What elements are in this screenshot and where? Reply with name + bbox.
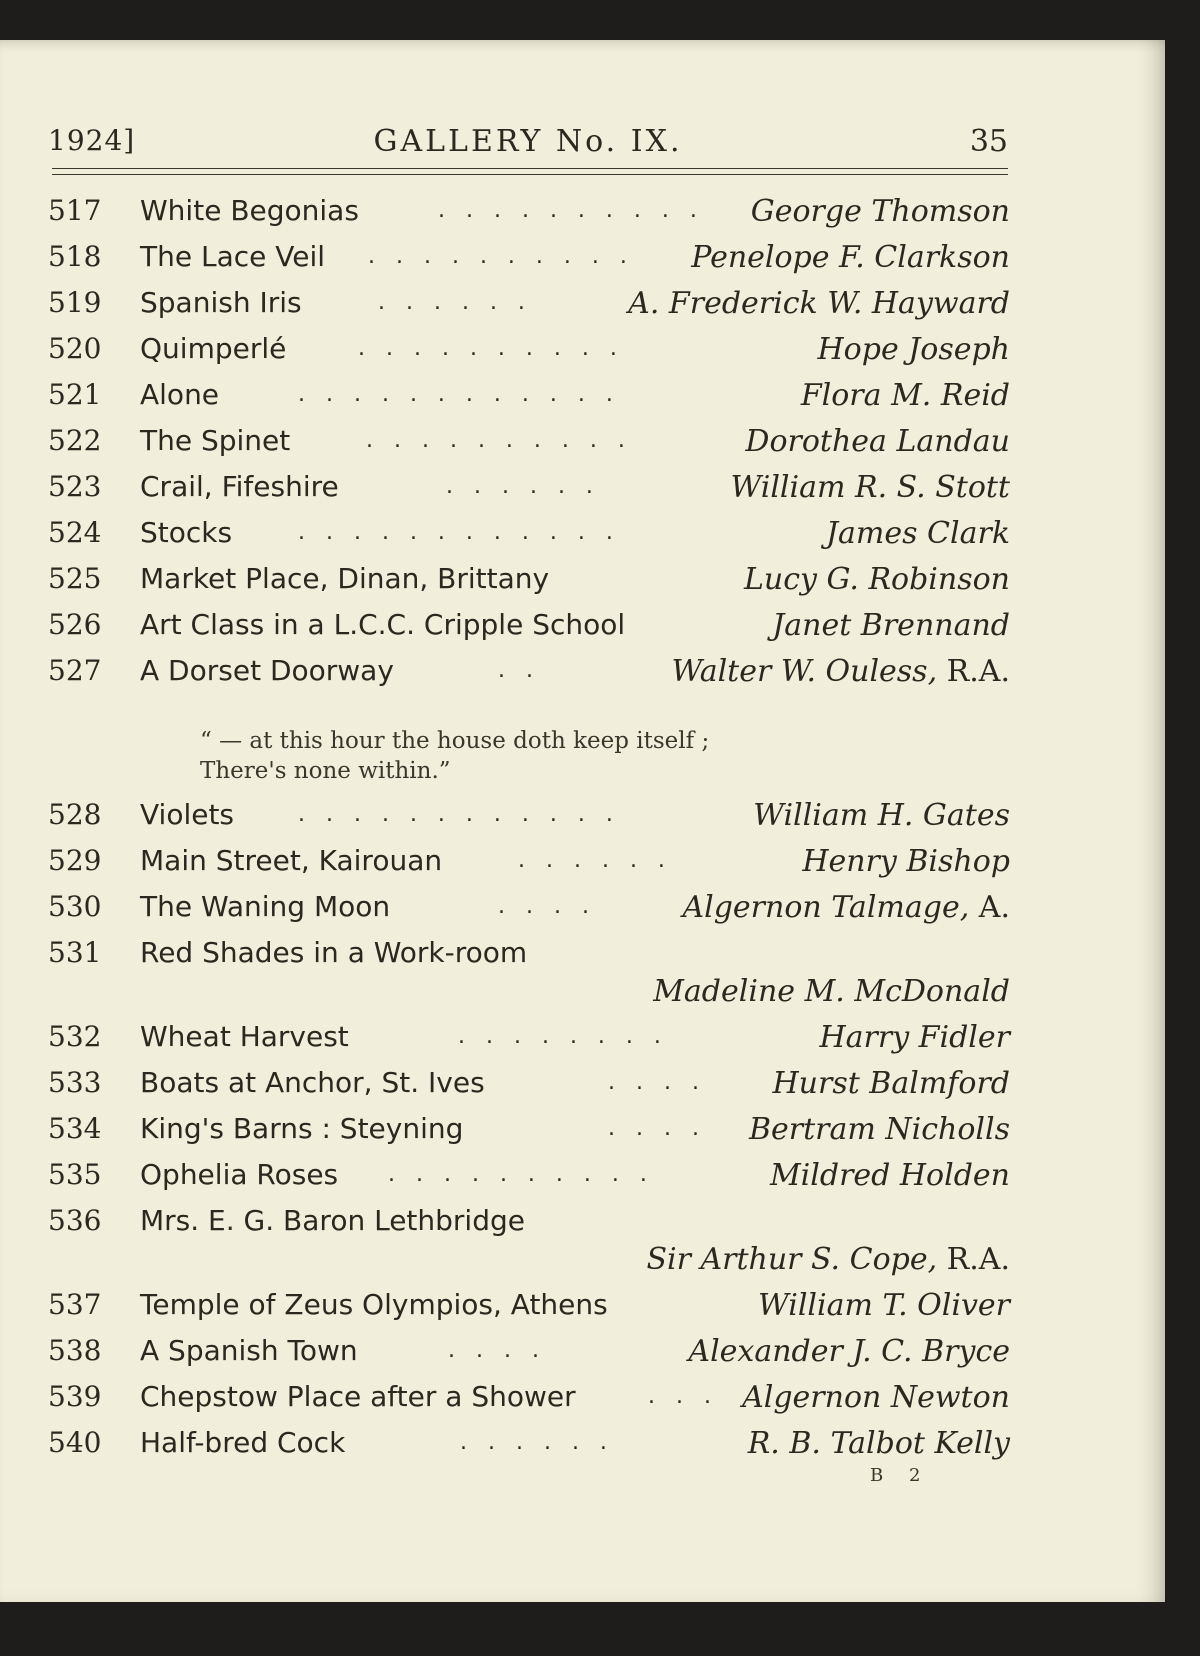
entry-number: 518 <box>48 240 102 273</box>
entry-title: Art Class in a L.C.C. Cripple School <box>140 608 626 641</box>
entry-number: 528 <box>48 798 102 831</box>
entry-number: 535 <box>48 1158 102 1191</box>
catalogue-entry-continued <box>48 1242 1010 1286</box>
catalogue-entries <box>0 40 1165 1602</box>
catalogue-entry <box>48 332 1010 376</box>
catalogue-entry <box>48 1112 1010 1156</box>
entry-number: 537 <box>48 1288 102 1321</box>
catalogue-entry <box>48 1380 1010 1424</box>
entry-artist: Hurst Balmford <box>772 1066 1010 1101</box>
entry-title: Half-bred Cock <box>140 1426 346 1459</box>
entry-number: 530 <box>48 890 102 923</box>
catalogue-entry <box>48 194 1010 238</box>
entry-artist: Sir Arthur S. Cope, R.A. <box>646 1242 1010 1277</box>
signature-mark: B 2 <box>870 1465 931 1486</box>
catalogue-entry-continued <box>48 974 1010 1018</box>
entry-number: 527 <box>48 654 102 687</box>
entry-artist: Madeline M. McDonald <box>653 974 1010 1009</box>
entry-artist: William R. S. Stott <box>730 470 1010 505</box>
entry-number: 521 <box>48 378 102 411</box>
leader-dots: . . . . <box>608 1070 706 1095</box>
entry-title: Quimperlé <box>140 332 287 365</box>
catalogue-entry <box>48 654 1010 698</box>
entry-title: Mrs. E. G. Baron Lethbridge <box>140 1204 525 1237</box>
catalogue-entry <box>48 562 1010 606</box>
quote-line: “ — at this hour the house doth keep itself ; <box>200 728 710 754</box>
entry-artist: Bertram Nicholls <box>748 1112 1010 1147</box>
entry-artist: Dorothea Landau <box>745 424 1010 459</box>
leader-dots: . . . . . . . . . . <box>388 1162 654 1187</box>
entry-artist: William H. Gates <box>753 798 1010 833</box>
entry-title: A Dorset Doorway <box>140 654 394 687</box>
entry-artist: Alexander J. C. Bryce <box>688 1334 1010 1369</box>
entry-artist: Henry Bishop <box>802 844 1010 879</box>
entry-title: Wheat Harvest <box>140 1020 349 1053</box>
entry-artist: William T. Oliver <box>757 1288 1010 1323</box>
entry-artist: A. Frederick W. Hayward <box>628 286 1010 321</box>
leader-dots: . . . . . . . . . . . . <box>298 520 620 545</box>
entry-number: 526 <box>48 608 102 641</box>
catalogue-entry <box>48 470 1010 514</box>
leader-dots: . . . . <box>498 894 596 919</box>
entry-title: Market Place, Dinan, Brittany <box>140 562 550 595</box>
catalogue-entry <box>48 240 1010 284</box>
leader-dots: . . . . . . <box>460 1430 614 1455</box>
entry-number: 532 <box>48 1020 102 1053</box>
entry-number: 538 <box>48 1334 102 1367</box>
entry-title: King's Barns : Steyning <box>140 1112 464 1145</box>
entry-title: The Lace Veil <box>140 240 326 273</box>
catalogue-entry <box>48 516 1010 560</box>
entry-artist: Janet Brennand <box>772 608 1010 643</box>
entry-artist: Penelope F. Clarkson <box>691 240 1010 275</box>
catalogue-entry <box>48 424 1010 468</box>
page-title: GALLERY No. IX. <box>373 124 683 159</box>
entry-number: 522 <box>48 424 102 457</box>
entry-artist: James Clark <box>826 516 1010 551</box>
catalogue-entry <box>48 1158 1010 1202</box>
entry-artist: R. B. Talbot Kelly <box>747 1426 1010 1461</box>
leader-dots: . . . . . . <box>446 474 600 499</box>
entry-title: Temple of Zeus Olympios, Athens <box>140 1288 608 1321</box>
entry-artist: Algernon Talmage, A. <box>682 890 1010 925</box>
entry-title: Red Shades in a Work-room <box>140 936 528 969</box>
catalogue-entry <box>48 1426 1010 1470</box>
entry-title: Spanish Iris <box>140 286 302 319</box>
catalogue-entry <box>48 1334 1010 1378</box>
entry-artist: Lucy G. Robinson <box>743 562 1010 597</box>
leader-dots: . . . . . . <box>518 848 672 873</box>
leader-dots: . . . . . . . . . . <box>368 244 634 269</box>
entry-number: 524 <box>48 516 102 549</box>
entry-number: 523 <box>48 470 102 503</box>
entry-number: 517 <box>48 194 102 227</box>
leader-dots: . . . . <box>448 1338 546 1363</box>
entry-number: 525 <box>48 562 102 595</box>
entry-number: 534 <box>48 1112 102 1145</box>
entry-artist: Flora M. Reid <box>800 378 1010 413</box>
entry-number: 536 <box>48 1204 102 1237</box>
leader-dots: . . . . . . . . . . <box>366 428 632 453</box>
entry-title: Alone <box>140 378 220 411</box>
entry-artist: Harry Fidler <box>819 1020 1010 1055</box>
entry-title: The Spinet <box>140 424 291 457</box>
entry-title: A Spanish Town <box>140 1334 358 1367</box>
entry-number: 539 <box>48 1380 102 1413</box>
leader-dots: . . . <box>648 1384 718 1409</box>
entry-title: Boats at Anchor, St. Ives <box>140 1066 485 1099</box>
entry-title: Crail, Fifeshire <box>140 470 339 503</box>
entry-number: 533 <box>48 1066 102 1099</box>
entry-title: Chepstow Place after a Shower <box>140 1380 576 1413</box>
entry-artist: George Thomson <box>750 194 1010 229</box>
catalogue-entry <box>48 1020 1010 1064</box>
entry-number: 531 <box>48 936 102 969</box>
entry-title: White Begonias <box>140 194 359 227</box>
page-number: 35 <box>969 124 1008 159</box>
leader-dots: . . . . . . . . . . . . <box>298 382 620 407</box>
entry-artist: Mildred Holden <box>769 1158 1010 1193</box>
catalogue-entry <box>48 798 1010 842</box>
entry-number: 529 <box>48 844 102 877</box>
leader-dots: . . . . . . <box>378 290 532 315</box>
header-year: 1924] <box>48 124 136 157</box>
catalogue-entry <box>48 844 1010 888</box>
entry-title: Stocks <box>140 516 233 549</box>
catalogue-entry <box>48 1066 1010 1110</box>
catalogue-entry <box>48 890 1010 934</box>
entry-artist: Walter W. Ouless, R.A. <box>671 654 1010 689</box>
catalogue-page <box>0 40 1165 1602</box>
quote-line: There's none within.” <box>200 758 451 784</box>
catalogue-entry <box>48 286 1010 330</box>
leader-dots: . . . . . . . . . . <box>358 336 624 361</box>
entry-number: 519 <box>48 286 102 319</box>
catalogue-entry <box>48 378 1010 422</box>
catalogue-entry <box>48 1288 1010 1332</box>
entry-title: The Waning Moon <box>140 890 391 923</box>
entry-artist: Algernon Newton <box>742 1380 1010 1415</box>
leader-dots: . . . . . . . . . . . . <box>298 802 620 827</box>
entry-title: Main Street, Kairouan <box>140 844 443 877</box>
entry-artist: Hope Joseph <box>817 332 1010 367</box>
catalogue-entry <box>48 608 1010 652</box>
leader-dots: . . <box>498 658 540 683</box>
leader-dots: . . . . . . . . . . <box>438 198 704 223</box>
entry-title: Violets <box>140 798 235 831</box>
entry-number: 520 <box>48 332 102 365</box>
leader-dots: . . . . . . . . <box>458 1024 668 1049</box>
entry-title: Ophelia Roses <box>140 1158 339 1191</box>
entry-number: 540 <box>48 1426 102 1459</box>
leader-dots: . . . . <box>608 1116 706 1141</box>
